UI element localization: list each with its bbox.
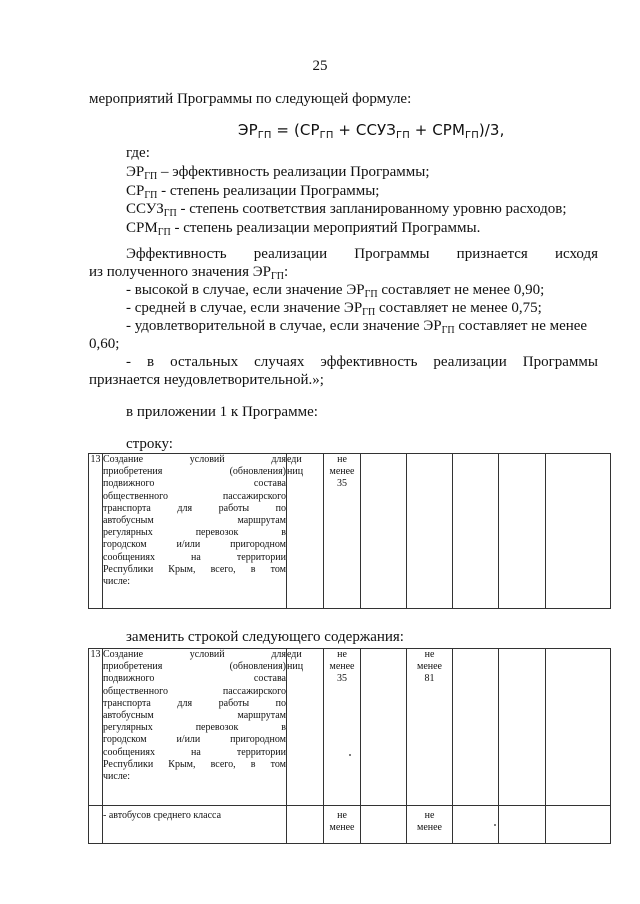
scan-speck [494,824,496,826]
row-value-2 [361,806,407,844]
page-number: 25 [312,58,328,74]
row-subitem-name: - автобусов среднего класса [103,806,287,844]
row-value-5 [499,454,546,609]
row-unit: еди ниц [287,649,324,806]
row-value-6 [546,454,611,609]
row-number: 13 [89,454,103,609]
criterion-medium: - средней в случае, если значение $ЭР_{ГП}$ составляет не менее 0,75; [126,300,542,318]
definition-ssuz: $ССУЗ_{ГП}$ - степень соответствия запланированному уровню расходов; [126,201,567,219]
row-value-3: не менее 81 [407,649,453,806]
criterion-satisfactory: - удовлетворительной в случае, если значение $ЭР_{ГП}$ составляет не менее [126,318,588,336]
new-row-table [88,648,611,844]
row-value-2 [361,454,407,609]
row-label: строку: [126,436,173,452]
row-name: Создание условий для приобретения (обновления) подвижного состава общественного пассажирского транспорта для работы по автобусным маршрутам регулярных перевозок в городском и/или пригородном сообщениях на территории Республики Крым, всего, в том числе: [103,454,287,609]
definition-er: $ЭР_{ГП}$ – эффективность реализации Программы; [126,164,430,182]
row-unit [287,806,324,844]
row-value-1: не менее [324,806,361,844]
criterion-high: - высокой в случае, если значение $ЭР_{ГП}$ составляет не менее 0,90; [126,282,545,300]
effectiveness-line-1: Эффективность реализации Программы признается исходя [126,246,598,262]
row-name: Создание условий для приобретения (обновления) подвижного состава общественного пассажирского транспорта для работы по автобусным маршрутам регулярных перевозок в городском и/или пригородном сообщениях на территории Республики Крым, всего, в том числе: [103,649,287,806]
row-value-4 [453,454,499,609]
row-unit: еди ниц [287,454,324,609]
table-row [89,806,611,844]
row-value-4 [453,806,499,844]
row-value-6 [546,806,611,844]
appendix-line: в приложении 1 к Программе: [126,404,318,420]
where-label: где: [126,145,150,161]
row-value-5 [499,806,546,844]
effectiveness-line-2: из полученного значения $ЭР_{ГП}$: [89,264,289,282]
row-number: 13 [89,649,103,806]
row-value-3 [407,454,453,609]
row-value-1: не менее 35 [324,454,361,609]
intro-line: мероприятий Программы по следующей формуле: [89,91,412,107]
criterion-satisfactory-cont: 0,60; [89,336,120,352]
row-value-6 [546,649,611,806]
criterion-other-cont: признается неудовлетворительной.»; [89,372,324,388]
row-number [89,806,103,844]
replace-label: заменить строкой следующего содержания: [126,629,404,645]
row-value-2 [361,649,407,806]
table-row [89,454,611,609]
row-value-3: не менее [407,806,453,844]
definition-srm: $СРМ_{ГП}$ - степень реализации мероприятий Программы. [126,220,481,238]
row-value-1: не менее 35 [324,649,361,806]
formula: $ЭР_{ГП} = (СР_{ГП}$ + $ССУЗ_{ГП} + СРМ_{ГП})/3$, [238,121,505,141]
definition-sr: $СР_{ГП}$ - степень реализации Программы; [126,183,380,201]
criterion-other: - в остальных случаях эффективность реализации Программы [126,354,598,370]
scan-speck [349,754,351,756]
table-row [89,649,611,806]
old-row-table [88,453,611,609]
row-value-4 [453,649,499,806]
row-value-5 [499,649,546,806]
